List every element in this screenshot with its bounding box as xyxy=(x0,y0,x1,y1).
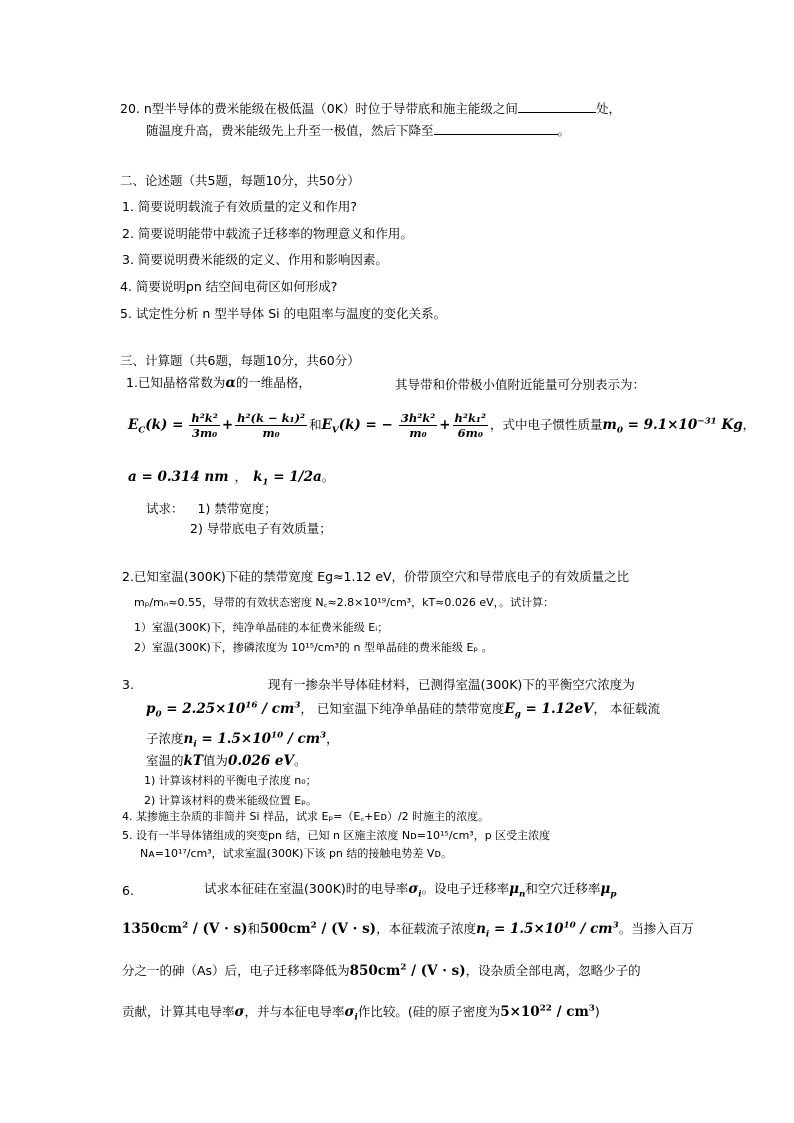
section2-item-1: 1. 简要说明载流子有效质量的定义和作用? xyxy=(122,199,358,214)
p6-line3-a: 分之一的砷（As）后，电子迁移率降低为 xyxy=(122,963,350,978)
p1-constants xyxy=(128,468,334,486)
q20-line1 xyxy=(120,99,621,118)
ev-term2: $\frac{\text{h²k₁²}}{\text{6m₀}}$ xyxy=(454,411,486,440)
mu-n-value: $1350cm^2 / (V \cdot s)$ xyxy=(122,920,248,937)
section2-item-4: 4. 简要说明pn 结空间电荷区如何形成? xyxy=(120,279,338,294)
q20-line2 xyxy=(146,121,570,140)
alpha-symbol: α xyxy=(225,375,236,391)
ask-label: 试求： xyxy=(146,501,184,516)
ec-term1: $\frac{\text{h²k²}}{\text{3m₀}}$ xyxy=(191,411,218,440)
q20-blank-2[interactable] xyxy=(434,121,558,135)
p3-ask-2: 2) 计算该材料的费米能级位置 Eₚ。 xyxy=(144,794,317,807)
kt-symbol: kT xyxy=(183,753,203,769)
p6-and: 和 xyxy=(247,921,260,936)
p2-line1: 2.已知室温(300K)下硅的禁带宽度 Eg≈1.12 eV，价带顶空穴和导带底电子的有效质量之比 xyxy=(122,569,630,584)
q20-blank-1[interactable] xyxy=(518,99,596,113)
ec-lhs: $E_C(k)$ = xyxy=(128,417,184,436)
mu-new-value: $850cm^2 / (V \cdot s)$ xyxy=(349,962,466,979)
p3-number: 3. xyxy=(122,677,134,692)
p6-ni: $n_i = 1.5\times 10^{10} / cm^3$ xyxy=(476,920,619,940)
q20-text-b: 处， xyxy=(595,101,621,116)
p6-line1-c: 和空穴迁移率 xyxy=(525,881,601,896)
mu-n: $\mu_n$ xyxy=(509,881,526,900)
sep: ， xyxy=(234,469,248,484)
p1-intro xyxy=(126,374,311,392)
p3-line3-text: 子浓度 xyxy=(146,731,184,746)
p5-line1: 5. 设有一半导体锗组成的突变pn 结，已知 n 区施主浓度 Nᴅ=10¹⁵/cm³，p 区受主浓度 xyxy=(122,829,551,842)
p3-line4-c: 。 xyxy=(293,753,307,768)
section2-item-3: 3. 简要说明费米能级的定义、作用和影响因素。 xyxy=(122,252,388,267)
p1-energy-equations xyxy=(128,408,755,442)
kt-value: 0.026 eV xyxy=(227,753,294,769)
p3-line4-b: 值为 xyxy=(202,753,228,768)
p3-line3 xyxy=(146,730,339,748)
p6-line4-d: ) xyxy=(594,1004,600,1019)
plus-sign: + xyxy=(221,417,234,433)
p1-ask-1 xyxy=(146,500,277,518)
p2-line4: 2）室温(300K)下，掺磷浓度为 10¹⁵/cm³的 n 型单晶硅的费米能级 Eₚ 。 xyxy=(134,641,493,654)
period: 。 xyxy=(321,469,335,484)
p3-line1: 现有一掺杂半导体硅材料，已测得室温(300K)下的平衡空穴浓度为 xyxy=(268,677,635,692)
p6-line1 xyxy=(204,880,616,898)
mu-p-value: $500cm^2 / (V \cdot s)$ xyxy=(259,920,377,937)
p6-line4 xyxy=(122,1003,600,1021)
p2-line2: mₚ/mₙ≈0.55，导带的有效状态密度 N꜀≈2.8×10¹⁹/cm³，kT≈0.026 eV，。试计算： xyxy=(134,596,555,609)
p1-ask-2: 2) 导带底电子有效质量； xyxy=(190,521,332,536)
sigma-i-2: $\sigma_i$ xyxy=(344,1004,358,1023)
ev-term1: $\frac{\text{3h²k²}}{\text{m₀}}$ xyxy=(400,411,436,440)
p5-line2: Nᴀ=10¹⁷/cm³，试求室温(300K)下该 pn 结的接触电势差 Vᴅ。 xyxy=(140,847,453,860)
q20-text-d: 。 xyxy=(557,123,571,138)
p3-mid: ， 已知室温下纯净单晶硅的禁带宽度 xyxy=(300,701,505,716)
section2-item-2: 2. 简要说明能带中载流子迁移率的物理意义和作用。 xyxy=(122,226,413,241)
p1-intro-a: 1.已知晶格常数为 xyxy=(126,375,226,390)
atom-density: $5\times 10^{22} / cm^3$ xyxy=(500,1003,595,1020)
p6-line1-b: 。设电子迁移率 xyxy=(421,881,510,896)
bandgap: $E_g = 1.12eV$ xyxy=(504,701,594,720)
p3-ask-1: 1) 计算该材料的平衡电子浓度 n₀； xyxy=(144,774,317,787)
sigma-i: $\sigma_i$ xyxy=(408,881,422,900)
comma: ， xyxy=(742,417,756,432)
plus-sign-2: + xyxy=(439,417,451,433)
p3-line4 xyxy=(146,752,307,770)
p3-line2 xyxy=(146,700,660,718)
q20-text-c: 随温度升高，费米能级先上升至一极值，然后下降至 xyxy=(146,123,434,138)
sigma: σ xyxy=(234,1004,245,1020)
p1-intro-c: 其导带和价带极小值附近能量可分别表示为： xyxy=(395,377,646,392)
ec-term2: $\frac{\text{h²(k − k₁)²}}{\text{m₀}}$ xyxy=(237,411,306,440)
and-text: 和 xyxy=(309,417,322,432)
p6-line3-b: ，设杂质全部电离，忽略少子的 xyxy=(465,963,641,978)
p6-line4-a: 贡献，计算其电导率 xyxy=(122,1004,235,1019)
electron-mass: $m_0 = 9.1\times 10^{-31}$ Kg xyxy=(602,416,743,436)
lattice-constant: a = 0.314 nm xyxy=(128,469,229,485)
mu-p: $\mu_p$ xyxy=(600,881,617,900)
intrinsic-concentration: $n_i = 1.5\times 10^{10} / cm^3$ xyxy=(183,730,327,750)
section2-item-5: 5. 试定性分析 n 型半导体 Si 的电阻率与温度的变化关系。 xyxy=(120,306,447,321)
p6-line2 xyxy=(122,920,694,938)
p6-line2-b: ，本征载流子浓度 xyxy=(376,921,477,936)
p1-intro-b: 的一维晶格， xyxy=(235,375,311,390)
p2-line3: 1）室温(300K)下，纯净单晶硅的本征费米能级 Eᵢ； xyxy=(134,621,389,634)
hole-concentration: $p_0 = 2.25\times 10^{16} / cm^3$ xyxy=(146,700,301,720)
p6-line1-a: 试求本征硅在室温(300K)时的电导率 xyxy=(204,881,409,896)
p3-line3-tail: ， xyxy=(326,731,339,746)
mass-text: ，式中电子惯性质量 xyxy=(490,417,603,432)
p6-line3 xyxy=(122,962,641,980)
section3-title: 三、计算题（共6题，每题10分，共60分） xyxy=(120,353,360,368)
p4-line: 4. 某掺施主杂质的非简并 Si 样品，试求 Eₚ=（E꜀+Eᴅ）/2 时施主的浓度。 xyxy=(122,810,490,823)
p6-number: 6. xyxy=(122,883,134,898)
p3-line4-a: 室温的 xyxy=(146,753,184,768)
q20-text-a: 20. n型半导体的费米能级在极低温（0K）时位于导带底和施主能级之间 xyxy=(120,101,518,116)
p6-line2-c: 。当掺入百万 xyxy=(618,921,694,936)
p3-tail: ， 本征载流 xyxy=(593,701,660,716)
k1-value: $k_1 = 1/2a$ xyxy=(253,469,322,488)
ev-lhs: $E_V(k)$ = − xyxy=(321,417,393,436)
section2-title: 二、论述题（共5题，每题10分，共50分） xyxy=(120,173,360,188)
p6-line4-c: 作比较。(硅的原子密度为 xyxy=(357,1004,501,1019)
p6-line4-b: ，并与本征电导率 xyxy=(244,1004,345,1019)
ask-1-text: 1) 禁带宽度； xyxy=(197,501,277,516)
